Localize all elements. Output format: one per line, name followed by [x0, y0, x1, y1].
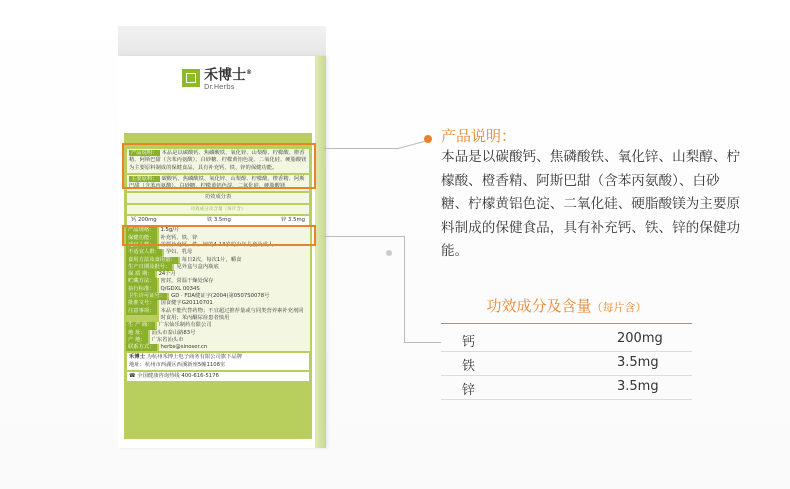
nutrition-row [441, 376, 692, 400]
label-row-maker [126, 322, 310, 329]
nutrition-name: 钙 [462, 335, 476, 350]
nutrition-name: 铁 [462, 359, 476, 374]
label-health-val: 补充钙、铁、锌 [159, 235, 311, 242]
label-origin-key: 产 地： [128, 336, 146, 343]
label-addr-key: 地 址： [128, 329, 146, 336]
description-title: 产品说明： [441, 127, 517, 145]
nutrition-row [441, 328, 692, 352]
label-dealer-val: 为杭州禾博士电子商务有限公司旗下品牌 [146, 354, 242, 361]
label-date-key: 生产日期及批号： [128, 263, 171, 270]
nutrition-amount: 3.5mg [617, 379, 659, 394]
label-spec-val: 1.5g/片 [159, 227, 311, 234]
phone-icon: ☎ [129, 373, 136, 380]
label-usage-val: 每日2次，每次1片，嚼食 [180, 257, 310, 264]
label-approval-key: 批准文号： [128, 300, 155, 307]
label-maker-key: 生 产 商： [128, 322, 153, 329]
label-addr-val: 汕头市泰山路83号 [150, 330, 310, 337]
connector-nutri-vertical [404, 236, 405, 342]
label-func-title [127, 193, 309, 202]
label-row-approval [126, 300, 310, 307]
label-notice-key: 注意事项： [128, 307, 155, 314]
label-row-unsuit [126, 249, 310, 256]
label-unsuit-val: 孕妇、乳母 [164, 249, 310, 256]
logo-mark-icon [182, 69, 200, 87]
label-dealer-addr: 地址：杭州市西湖区西溪新座5幢1108室 [129, 361, 226, 368]
label-func-ca: 钙 200mg [131, 217, 157, 224]
label-func-table [127, 216, 309, 225]
nutrition-amount: 200mg [617, 331, 663, 346]
connector-desc-to-text [398, 141, 425, 149]
label-func-zn: 锌 3.5mg [281, 217, 305, 224]
logo-en: Dr.Herbs [204, 82, 235, 91]
label-dealer [127, 353, 309, 370]
label-lic-val: GD · FDA健证字(2004)第0507S0078号 [169, 293, 310, 300]
connector-desc-horizontal [324, 148, 398, 149]
connector-nutri-dot [386, 250, 392, 256]
nutrition-row [441, 352, 692, 376]
label-row-date [126, 264, 310, 271]
label-notice-val: 本品不能代替药物；不宜超过推荐量或与同类营养素补充剂同时食用；苯丙酮尿症患者慎用 [159, 308, 311, 323]
description-text: 本品是以碳酸钙、焦磷酸铁、氧化锌、山梨醇、柠檬酸、橙香精、阿斯巴甜（含苯丙氨酸）、白砂糖、柠檬黄铝色淀、二氧化硅、硬脂酸镁为主要原料制成的保健食品，具有补充钙、铁、锌的保健功能。 [441, 149, 741, 259]
box-side [315, 56, 326, 448]
label-shelf-key: 保 质 期： [128, 271, 153, 278]
label-std-key: 执行标准： [128, 285, 155, 292]
label-row-notice [126, 308, 310, 323]
label-func-fe: 铁 3.5mg [206, 217, 231, 224]
label-func-sub-text: 功效成分及含量（每片含） [190, 206, 246, 212]
label-row-contact [126, 344, 310, 351]
nutrition-subtitle: （每片含） [591, 301, 647, 314]
product-box [118, 26, 326, 448]
label-row-std [126, 286, 310, 293]
label-ingredient-key: 主要原料： [131, 175, 158, 182]
label-suit-key: 适宜人群： [128, 241, 155, 248]
label-desc-val: 本品是以碳酸钙、焦磷酸铁、氧化锌、山梨醇、柠檬酸、橙香精、阿斯巴甜（含苯丙氨酸）、白砂糖、柠檬黄铝色淀、二氧化硅、硬脂酸镁为主要原料制成的保健食品，具有补充钙、铁、锌的保健功能。 [129, 150, 307, 171]
label-spec-key: 产品规格： [128, 227, 155, 234]
label-origin-val: 广东省汕头市 [150, 337, 310, 344]
logo-reg: ® [246, 69, 252, 76]
label-row-usage [126, 257, 310, 264]
label-ingredient-val: 碳酸钙、焦磷酸铁、氧化锌、山梨醇、柠檬酸、橙香精、阿斯巴甜（含苯丙氨酸）、白砂糖、柠檬黄铝色淀、二氧化硅、硬脂酸镁 [129, 175, 305, 190]
label-hotline-text: 全国健康咨询热线 400-616-5176 [137, 373, 219, 380]
connector-nutri-horizontal [324, 236, 404, 237]
nutrition-name: 锌 [462, 383, 476, 398]
label-unsuit-key: 不适宜人群： [128, 249, 160, 256]
nutrition-card [441, 281, 692, 399]
connector-nutri-to-card [404, 342, 441, 343]
label-approval-val: 国食健字G20110701 [159, 300, 311, 307]
label-row-addr [126, 330, 310, 337]
label-func-title-text: 功效成分表 [204, 194, 232, 201]
label-row-store [126, 278, 310, 285]
label-desc-key: 产品说明： [131, 150, 158, 156]
label-maker-val: 广东仙乐制药有限公司 [157, 322, 310, 329]
label-store-val: 密封，常温干燥处保存 [159, 278, 311, 285]
connector-desc-dot [424, 135, 432, 143]
nutrition-divider [441, 323, 692, 324]
brand-logo [182, 66, 252, 91]
box-top [118, 26, 326, 56]
nutrition-title-text: 功效成分及含量 [486, 297, 592, 315]
label-std-val: Q/GDXL 0034S [159, 286, 311, 293]
nutrition-title [441, 295, 692, 316]
highlight-description [122, 143, 316, 189]
label-suit-val: 需要补充钙、铁、锌的4-13岁的少年儿童及成人 [159, 242, 311, 249]
label-lic-key: 卫生许可证号： [128, 293, 166, 300]
label-func-sub [127, 205, 309, 214]
label-contact-val: herbs@sinoser.cn [159, 344, 311, 351]
logo-cn: 禾博士 [204, 67, 246, 84]
label-hotline [127, 372, 309, 381]
label-contact-key: 联系方式： [128, 344, 155, 351]
label-date-val: 见外盒与盒内瓶底 [174, 264, 310, 271]
label-usage-key: 食用方法及食用量： [128, 256, 176, 263]
label-dealer-brand: 禾博士 [129, 354, 145, 361]
highlight-nutrition [122, 225, 316, 246]
nutrition-amount: 3.5mg [617, 355, 659, 370]
label-health-key: 保健功能： [128, 234, 155, 241]
label-shelf-val: 24个月 [157, 271, 310, 278]
label-store-key: 贮藏方法： [128, 278, 155, 285]
